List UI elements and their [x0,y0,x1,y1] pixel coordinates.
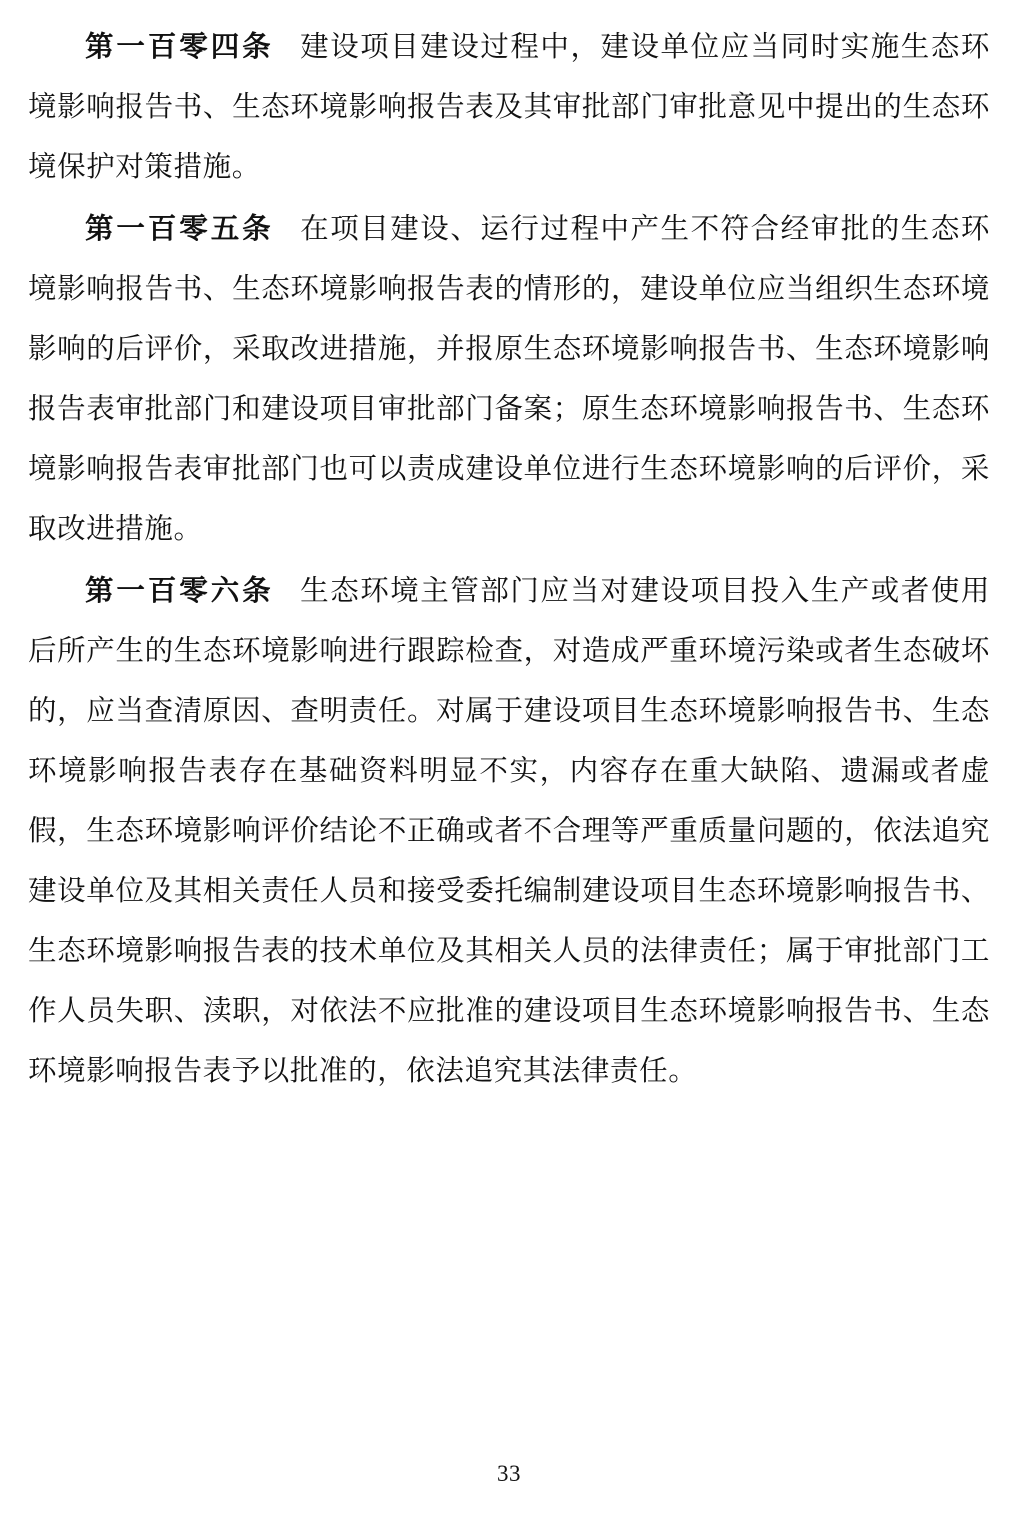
document-body [28,18,990,1457]
article-105-text: 在项目建设、运行过程中产生不符合经审批的生态环境影响报告书、生态环境影响报告表的情形的，建设单位应当组织生态环境影响的后评价，采取改进措施，并报原生态环境影响报告书、生态环境影响报告表审批部门和建设项目审批部门备案；原生态环境影响报告书、生态环境影响报告表审批部门也可以责成建设单位进行生态环境影响的后评价，采取改进措施。 [28,214,990,545]
article-106-text: 生态环境主管部门应当对建设项目投入生产或者使用后所产生的生态环境影响进行跟踪检查，对造成严重环境污染或者生态破坏的，应当查清原因、查明责任。对属于建设项目生态环境影响报告书、生态环境影响报告表存在基础资料明显不实，内容存在重大缺陷、遗漏或者虚假，生态环境影响评价结论不正确或者不合理等严重质量问题的，依法追究建设单位及其相关责任人员和接受委托编制建设项目生态环境影响报告书、生态环境影响报告表的技术单位及其相关人员的法律责任；属于审批部门工作人员失职、渎职，对依法不应批准的建设项目生态环境影响报告书、生态环境影响报告表予以批准的，依法追究其法律责任。 [28,576,990,1087]
article-106 [28,562,990,1102]
article-105 [28,200,990,560]
article-104 [28,18,990,198]
article-106-heading: 第一百零六条 [85,576,274,607]
article-104-heading: 第一百零四条 [85,32,274,63]
article-104-text: 建设项目建设过程中，建设单位应当同时实施生态环境影响报告书、生态环境影响报告表及其审批部门审批意见中提出的生态环境保护对策措施。 [28,32,990,183]
article-105-heading: 第一百零五条 [85,214,274,245]
page-number: 33 [497,1461,521,1486]
